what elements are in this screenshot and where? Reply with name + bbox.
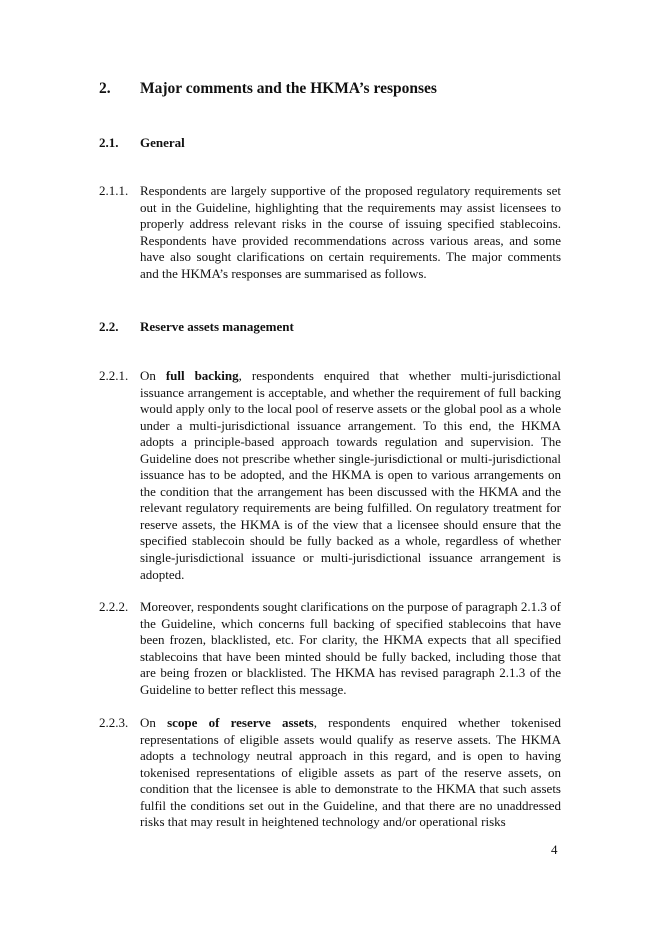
subsection-heading-reserve-assets bbox=[99, 318, 294, 335]
paragraph-body: , respondents enquired whether tokenised representations of eligible assets would qualify as reserve assets. The HKMA adopts a technology neutral approach in this regard, and is open to having tokenised representations of eligible assets as part of the reserve assets, on condition that the licensee is able to demonstrate to the HKMA that such assets fulfil the conditions set out in the Guideline, and that there are no unaddressed risks that may result in heightened technology and/or operational risks bbox=[140, 715, 562, 830]
paragraph-number: 2.1.1. bbox=[99, 183, 129, 198]
paragraph-number: 2.2.2. bbox=[99, 599, 129, 614]
paragraph-2-1-1 bbox=[99, 183, 561, 282]
paragraph-text bbox=[140, 368, 561, 583]
section-title: Major comments and the HKMA’s responses bbox=[140, 80, 437, 97]
paragraph-body: , respondents enquired that whether multi-jurisdictional issuance arrangement is acceptable, and whether the requirement of full backing would apply only to the local pool of reserve assets or the global pool as a whole under a multi-jurisdictional issuance arrangement. To this end, the HKMA adopts a principle-based approach towards regulation and supervision. The Guideline does not prescribe whether single-jurisdictional or multi-jurisdictional issuance has to be adopted, and the HKMA is open to various arrangements on the condition that the arrangement has been discussed with the HKMA and the relevant regulatory requirements are being fulfilled. On regulatory treatment for reserve assets, the HKMA is of the view that a licensee should ensure that the specified stablecoin should be fully backed as a whole, regardless of whether single-jurisdictional issuance or multi-jurisdictional issuance arrangement is adopted. bbox=[140, 368, 561, 582]
paragraph-lead: On bbox=[140, 715, 168, 730]
paragraph-body: Respondents are largely supportive of the proposed regulatory requirements set out in the Guideline, highlighting that the requirements may assist licensees to properly address relevant risks in the course of issuing specified stablecoins. Respondents have provided recommendations across various areas, and some have also sought clarifications on certain requirements. The major comments and the HKMA’s responses are summarised as follows. bbox=[140, 183, 561, 281]
section-heading bbox=[99, 79, 437, 99]
subsection-number: 2.1. bbox=[99, 135, 119, 150]
paragraph-2-2-2 bbox=[99, 599, 561, 698]
subsection-title: General bbox=[140, 135, 185, 150]
subsection-title: Reserve assets management bbox=[140, 319, 294, 334]
paragraph-bold-term: full backing bbox=[165, 368, 239, 383]
page-number: 4 bbox=[551, 842, 558, 857]
paragraph-text bbox=[140, 715, 561, 831]
paragraph-2-2-3 bbox=[99, 715, 561, 831]
subsection-heading-general bbox=[99, 134, 185, 151]
paragraph-number: 2.2.3. bbox=[99, 715, 129, 730]
paragraph-bold-term: scope of reserve assets bbox=[167, 715, 314, 730]
paragraph-lead: On bbox=[140, 368, 166, 383]
subsection-number: 2.2. bbox=[99, 319, 119, 334]
paragraph-text bbox=[140, 183, 561, 282]
section-number: 2. bbox=[99, 80, 111, 97]
paragraph-number: 2.2.1. bbox=[99, 368, 129, 383]
paragraph-text bbox=[140, 599, 561, 698]
paragraph-2-2-1 bbox=[99, 368, 561, 583]
paragraph-body: Moreover, respondents sought clarifications on the purpose of paragraph 2.1.3 of the Guideline, which concerns full backing of specified stablecoins that have been frozen, blacklisted, etc. For clarity, the HKMA expects that all specified stablecoins that have been minted should be fully backed, including those that are being frozen or blacklisted. The HKMA has revised paragraph 2.1.3 of the Guideline to better reflect this message. bbox=[140, 599, 561, 697]
